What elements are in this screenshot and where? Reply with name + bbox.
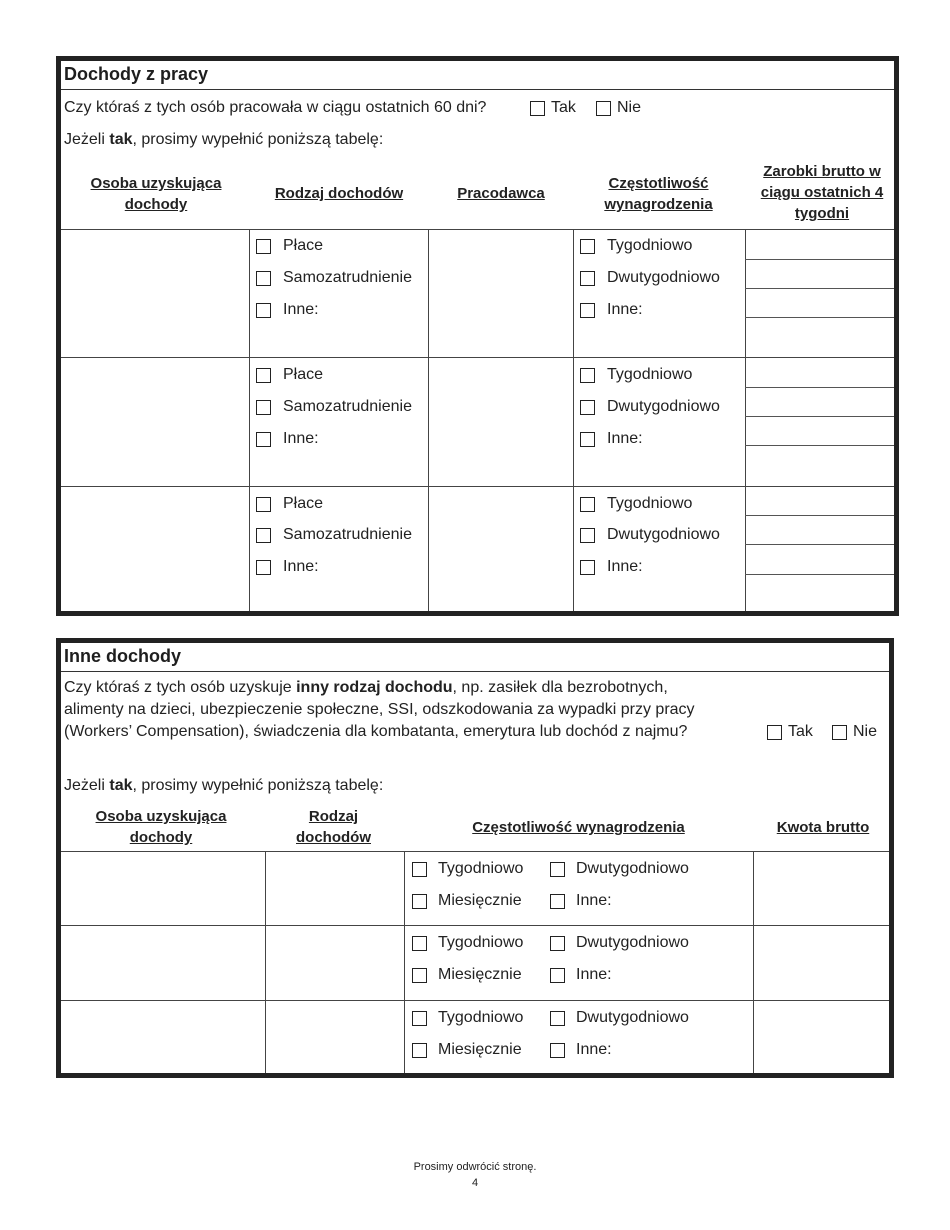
frequency-other-label: Inne:: [576, 892, 612, 909]
frequency-other-label: Inne:: [607, 558, 643, 575]
frequency-biweekly-label: Dwutygodniowo: [576, 934, 689, 951]
frequency-weekly-label: Tygodniowo: [607, 237, 693, 254]
income-type-other-checkbox[interactable]: [256, 303, 271, 318]
income-type-other-label: Inne:: [283, 301, 319, 318]
frequency-monthly-label: Miesięcznie: [438, 966, 522, 983]
header-frequency: Częstotliwość wynagrodzenia: [604, 175, 713, 213]
frequency-monthly-label: Miesięcznie: [438, 892, 522, 909]
frequency-weekly-label: Tygodniowo: [438, 934, 524, 951]
frequency-other-label: Inne:: [576, 1041, 612, 1058]
income-type-self-employment-checkbox[interactable]: [256, 400, 271, 415]
frequency-biweekly-checkbox[interactable]: [580, 400, 595, 415]
income-type-wages-checkbox[interactable]: [256, 239, 271, 254]
frequency-weekly-checkbox[interactable]: [580, 368, 595, 383]
frequency-other-checkbox[interactable]: [580, 560, 595, 575]
frequency-biweekly-checkbox[interactable]: [550, 862, 565, 877]
other-income-yes-checkbox[interactable]: [767, 725, 782, 740]
frequency-weekly-checkbox[interactable]: [412, 862, 427, 877]
frequency-other-label: Inne:: [607, 430, 643, 447]
frequency-biweekly-checkbox[interactable]: [580, 271, 595, 286]
frequency-weekly-checkbox[interactable]: [580, 497, 595, 512]
frequency-other-label: Inne:: [607, 301, 643, 318]
income-type-wages-checkbox[interactable]: [256, 368, 271, 383]
header-frequency: Częstotliwość wynagrodzenia: [472, 819, 685, 836]
table-instruction: Jeżeli tak, prosimy wypełnić poniższą tabelę:: [64, 777, 384, 794]
income-type-wages-checkbox[interactable]: [256, 497, 271, 512]
frequency-biweekly-label: Dwutygodniowo: [576, 1009, 689, 1026]
frequency-other-checkbox[interactable]: [580, 303, 595, 318]
frequency-biweekly-checkbox[interactable]: [580, 528, 595, 543]
income-type-self-employment-label: Samozatrudnienie: [283, 269, 412, 286]
frequency-monthly-checkbox[interactable]: [412, 894, 427, 909]
header-income-type: Rodzaj dochodów: [274, 185, 404, 202]
worked-yes-label: Tak: [551, 99, 576, 116]
other-income-question-line1: Czy któraś z tych osób uzyskuje inny rodzaj dochodu, np. zasiłek dla bezrobotnych,: [64, 679, 668, 696]
frequency-other-checkbox[interactable]: [550, 968, 565, 983]
other-income-section: [56, 638, 894, 1078]
frequency-biweekly-label: Dwutygodniowo: [607, 526, 720, 543]
frequency-weekly-label: Tygodniowo: [438, 1009, 524, 1026]
header-person: Osoba uzyskująca dochody: [95, 808, 227, 846]
other-income-no-checkbox[interactable]: [832, 725, 847, 740]
frequency-monthly-label: Miesięcznie: [438, 1041, 522, 1058]
frequency-biweekly-label: Dwutygodniowo: [576, 860, 689, 877]
other-income-question-line3: (Workers’ Compensation), świadczenia dla kombatanta, emerytura lub dochód z najmu?: [64, 723, 688, 740]
page-number: 4: [471, 1177, 479, 1189]
frequency-other-label: Inne:: [576, 966, 612, 983]
income-type-other-checkbox[interactable]: [256, 432, 271, 447]
worked-yes-checkbox[interactable]: [530, 101, 545, 116]
header-gross-earnings: Zarobki brutto w ciągu ostatnich 4 tygodni: [760, 163, 884, 222]
income-type-self-employment-checkbox[interactable]: [256, 271, 271, 286]
frequency-biweekly-label: Dwutygodniowo: [607, 398, 720, 415]
income-type-self-employment-checkbox[interactable]: [256, 528, 271, 543]
other-income-yes-label: Tak: [788, 723, 813, 740]
section-title: Inne dochody: [61, 643, 889, 672]
header-gross-amount: Kwota brutto: [776, 819, 870, 836]
income-type-wages-label: Płace: [283, 366, 324, 383]
other-income-question-line2: alimenty na dzieci, ubezpieczenie społeczne, SSI, odszkodowania za wypadki przy pracy: [64, 701, 695, 718]
income-type-other-label: Inne:: [283, 430, 319, 447]
header-employer: Pracodawca: [457, 185, 545, 202]
turn-page-note: Prosimy odwrócić stronę.: [413, 1161, 537, 1173]
income-type-wages-label: Płace: [283, 495, 324, 512]
income-type-self-employment-label: Samozatrudnienie: [283, 398, 412, 415]
work-income-section: [56, 56, 899, 616]
frequency-weekly-label: Tygodniowo: [607, 366, 693, 383]
frequency-other-checkbox[interactable]: [550, 1043, 565, 1058]
frequency-biweekly-checkbox[interactable]: [550, 1011, 565, 1026]
header-person: Osoba uzyskująca dochody: [90, 175, 222, 213]
frequency-weekly-label: Tygodniowo: [607, 495, 693, 512]
frequency-other-checkbox[interactable]: [550, 894, 565, 909]
worked-no-checkbox[interactable]: [596, 101, 611, 116]
income-type-other-checkbox[interactable]: [256, 560, 271, 575]
worked-no-label: Nie: [617, 99, 642, 116]
worked-question: Czy któraś z tych osób pracowała w ciągu ostatnich 60 dni?: [64, 99, 487, 116]
frequency-weekly-checkbox[interactable]: [580, 239, 595, 254]
income-type-wages-label: Płace: [283, 237, 324, 254]
frequency-weekly-label: Tygodniowo: [438, 860, 524, 877]
table-instruction: Jeżeli tak, prosimy wypełnić poniższą tabelę:: [64, 131, 384, 148]
frequency-weekly-checkbox[interactable]: [412, 936, 427, 951]
income-type-self-employment-label: Samozatrudnienie: [283, 526, 412, 543]
other-income-no-label: Nie: [853, 723, 878, 740]
frequency-monthly-checkbox[interactable]: [412, 968, 427, 983]
income-type-other-label: Inne:: [283, 558, 319, 575]
frequency-biweekly-checkbox[interactable]: [550, 936, 565, 951]
frequency-weekly-checkbox[interactable]: [412, 1011, 427, 1026]
section-title: Dochody z pracy: [61, 61, 894, 90]
header-income-type: Rodzaj dochodów: [296, 808, 371, 846]
frequency-other-checkbox[interactable]: [580, 432, 595, 447]
frequency-monthly-checkbox[interactable]: [412, 1043, 427, 1058]
frequency-biweekly-label: Dwutygodniowo: [607, 269, 720, 286]
